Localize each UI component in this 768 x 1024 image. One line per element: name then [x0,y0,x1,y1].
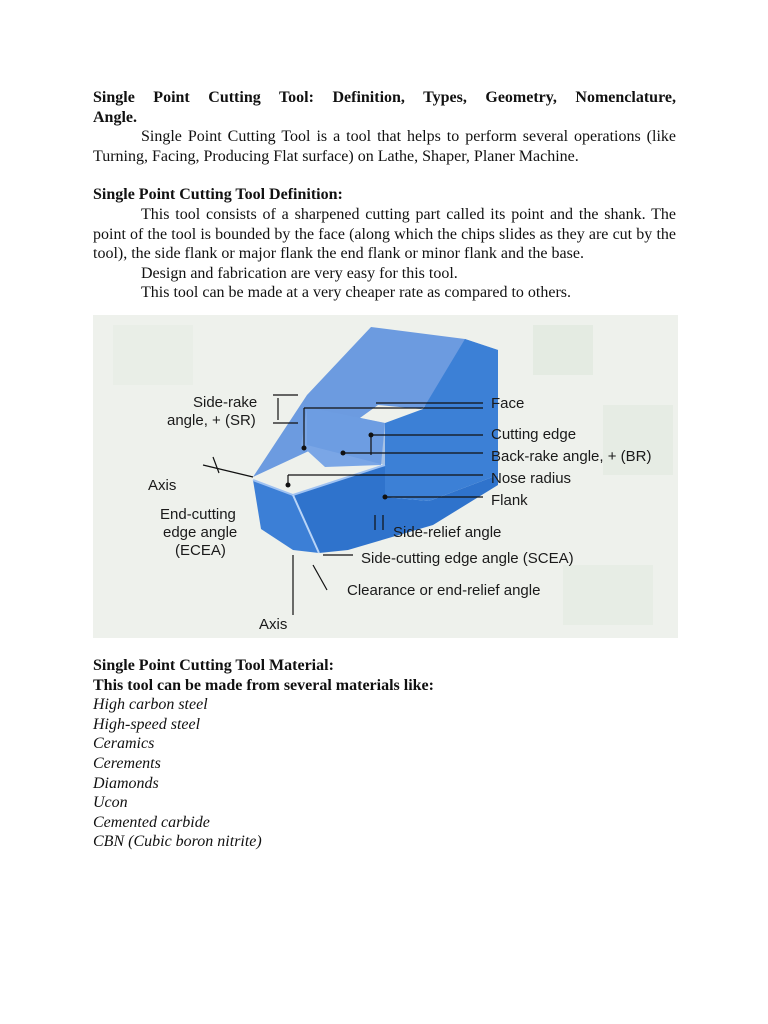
label-ecea-2: edge angle [163,523,238,541]
material-subheading: This tool can be made from several materials like: [93,676,434,694]
materials-list [93,695,676,852]
title-line-1: Single Point Cutting Tool: Definition, Types, Geometry, Nomenclature, [93,89,676,106]
list-item: CBN (Cubic boron nitrite) [93,833,262,851]
intro-paragraph: Single Point Cutting Tool is a tool that helps to perform several operations (like Turning, Facing, Producing Flat surface) on Lathe, Shaper, Planer Machine. [93,128,676,165]
list-item: Cerements [93,754,161,772]
list-item: High-speed steel [93,715,201,733]
label-nose-radius: Nose radius [491,469,572,487]
list-item: Diamonds [93,774,159,792]
label-side-rake-2: angle, + (SR) [167,411,256,429]
label-axis-left: Axis [148,476,177,494]
definition-paragraph: This tool consists of a sharpened cutting part called its point and the shank. The point of the tool is bounded by the face (along which the chips slides as they are cut by the tool), the side flank or major flank the end flank or minor flank and the base. [93,205,676,263]
label-ecea-3: (ECEA) [175,541,226,559]
cost-paragraph: This tool can be made at a very cheaper rate as compared to others. [141,284,572,302]
document-page [93,88,676,852]
tool-geometry-diagram [93,315,678,638]
label-side-relief: Side-relief angle [393,523,502,541]
label-back-rake: Back-rake angle, + (BR) [491,447,652,465]
list-item: Cemented carbide [93,813,210,831]
label-ecea-1: End-cutting [160,505,236,523]
label-flank: Flank [491,491,528,509]
title-line-2: Angle. [93,108,137,126]
document-title [93,88,676,127]
tool-geometry-figure [93,315,678,638]
label-clearance: Clearance or end-relief angle [347,581,541,599]
label-side-rake-1: Side-rake [193,393,258,411]
label-cutting-edge: Cutting edge [491,425,577,443]
list-item: Ucon [93,794,128,812]
label-scea: Side-cutting edge angle (SCEA) [361,549,574,567]
list-item: High carbon steel [93,696,208,714]
label-face: Face [491,394,525,412]
definition-heading: Single Point Cutting Tool Definition: [93,186,343,204]
material-heading: Single Point Cutting Tool Material: [93,656,334,674]
list-item: Ceramics [93,735,155,753]
design-paragraph: Design and fabrication are very easy for this tool. [141,264,458,282]
label-axis-bottom: Axis [259,615,288,633]
